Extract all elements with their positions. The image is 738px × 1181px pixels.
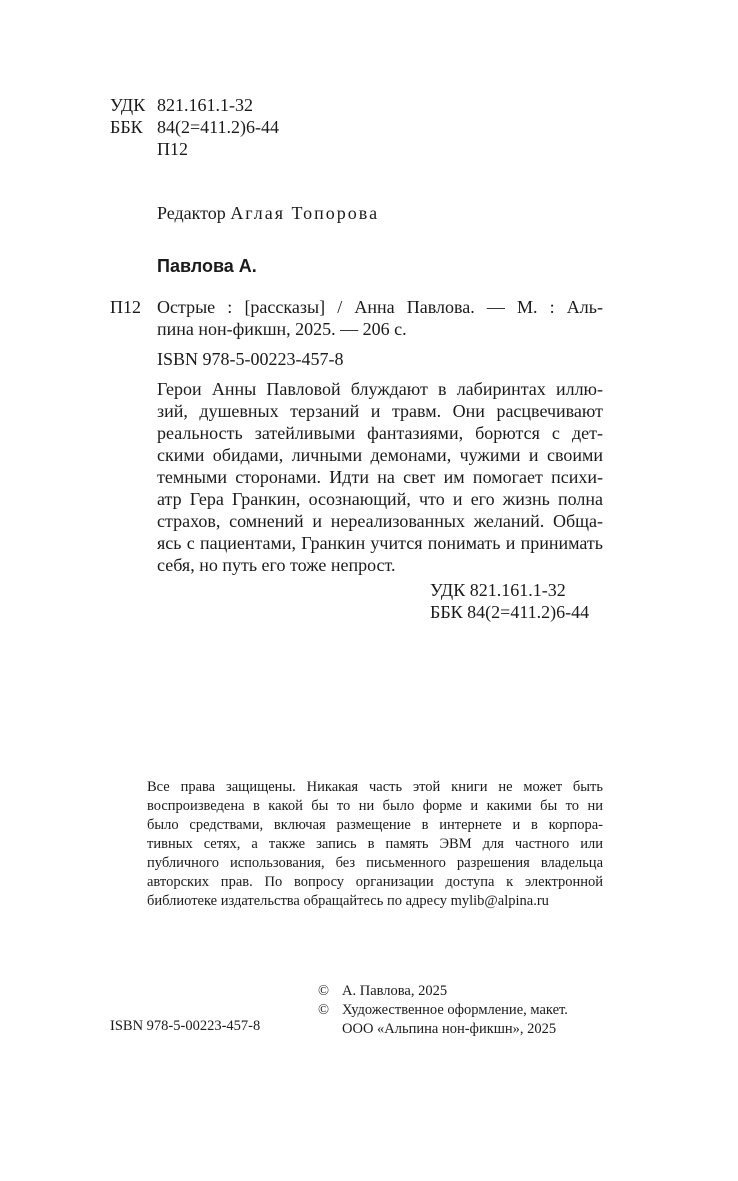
annotation-line: атр Гера Гранкин, осознающий, что и его жизнь полна (157, 489, 603, 509)
footer-isbn: ISBN 978-5-00223-457-8 (110, 1018, 261, 1034)
bbk-label: ББК (110, 117, 143, 137)
annotation-line: Герои Анны Павловой блуждают в лабиринтах иллю- (157, 379, 603, 399)
copyright-block (318, 982, 568, 1039)
copyright-author-text: А. Павлова, 2025 (342, 983, 448, 999)
entry-classification (430, 579, 589, 623)
rights-line: библиотеке издательства обращайтесь по адресу mylib@alpina.ru (147, 893, 549, 909)
copyright-publisher-name: ООО «Альпина нон-фикшн», 2025 (342, 1021, 557, 1037)
annotation-line: зий, душевных терзаний и травм. Они расцвечивают (157, 401, 603, 421)
entry-title-line: Острые : [рассказы] / Анна Павлова. — М. : Аль- (157, 297, 603, 317)
annotation-line: реальность затейливыми фантазиями, борются с дет- (157, 423, 603, 443)
rights-line: публичного использования, без письменного разрешения владельца (147, 855, 603, 871)
copyright-publisher-text: Художественное оформление, макет. (342, 1002, 568, 1018)
entry-isbn: ISBN 978-5-00223-457-8 (157, 349, 344, 369)
rights-notice (147, 778, 603, 911)
copyright-symbol: © (318, 983, 330, 999)
classification-codes (110, 94, 279, 160)
bbk-row (110, 116, 279, 138)
copyright-publisher (318, 1001, 568, 1020)
annotation-line: себя, но путь его тоже непрост. (157, 555, 396, 575)
author-heading: Павлова А. (157, 256, 257, 276)
udk-label: УДК (110, 95, 146, 115)
annotation-line: темными сторонами. Идти на свет им помогает психи- (157, 467, 603, 487)
rights-line: авторских прав. По вопросу организации доступа к электронной (147, 874, 603, 890)
editor-role: Редактор (157, 203, 226, 223)
editor-name: Аглая Топорова (230, 203, 380, 223)
annotation-line: страхов, сомнений и нереализованных желаний. Обща- (157, 511, 603, 531)
bbk-value: 84(2=411.2)6-44 (157, 117, 279, 137)
copyright-author (318, 982, 568, 1001)
entry-bbk: ББК 84(2=411.2)6-44 (430, 602, 590, 622)
rights-line: Все права защищены. Никакая часть этой книги не может быть (147, 779, 603, 795)
annotation-line: скими обидами, личными демонами, чужими и своими (157, 445, 603, 465)
copyright-publisher-cont (318, 1020, 568, 1039)
entry-title (157, 296, 603, 340)
entry-title-line: пина нон-фикшн, 2025. — 206 с. (157, 319, 407, 339)
udk-row (110, 94, 279, 116)
udk-value: 821.161.1-32 (157, 95, 253, 115)
entry-udk: УДК 821.161.1-32 (430, 580, 566, 600)
annotation-line: ясь с пациентами, Гранкин учится понимать и принимать (157, 533, 603, 553)
annotation (157, 378, 603, 576)
author-mark-row (110, 138, 279, 160)
rights-line: было средствами, включая размещение в интернете и в корпора- (147, 817, 603, 833)
author-mark: П12 (157, 139, 188, 159)
rights-line: воспроизведена в какой бы то ни было форме и какими бы то ни (147, 798, 603, 814)
entry-mark: П12 (110, 297, 141, 317)
rights-line: тивных сетях, а также запись в память ЭВМ для частного или (147, 836, 603, 852)
editor-credit (157, 202, 379, 224)
copyright-symbol: © (318, 1002, 330, 1018)
